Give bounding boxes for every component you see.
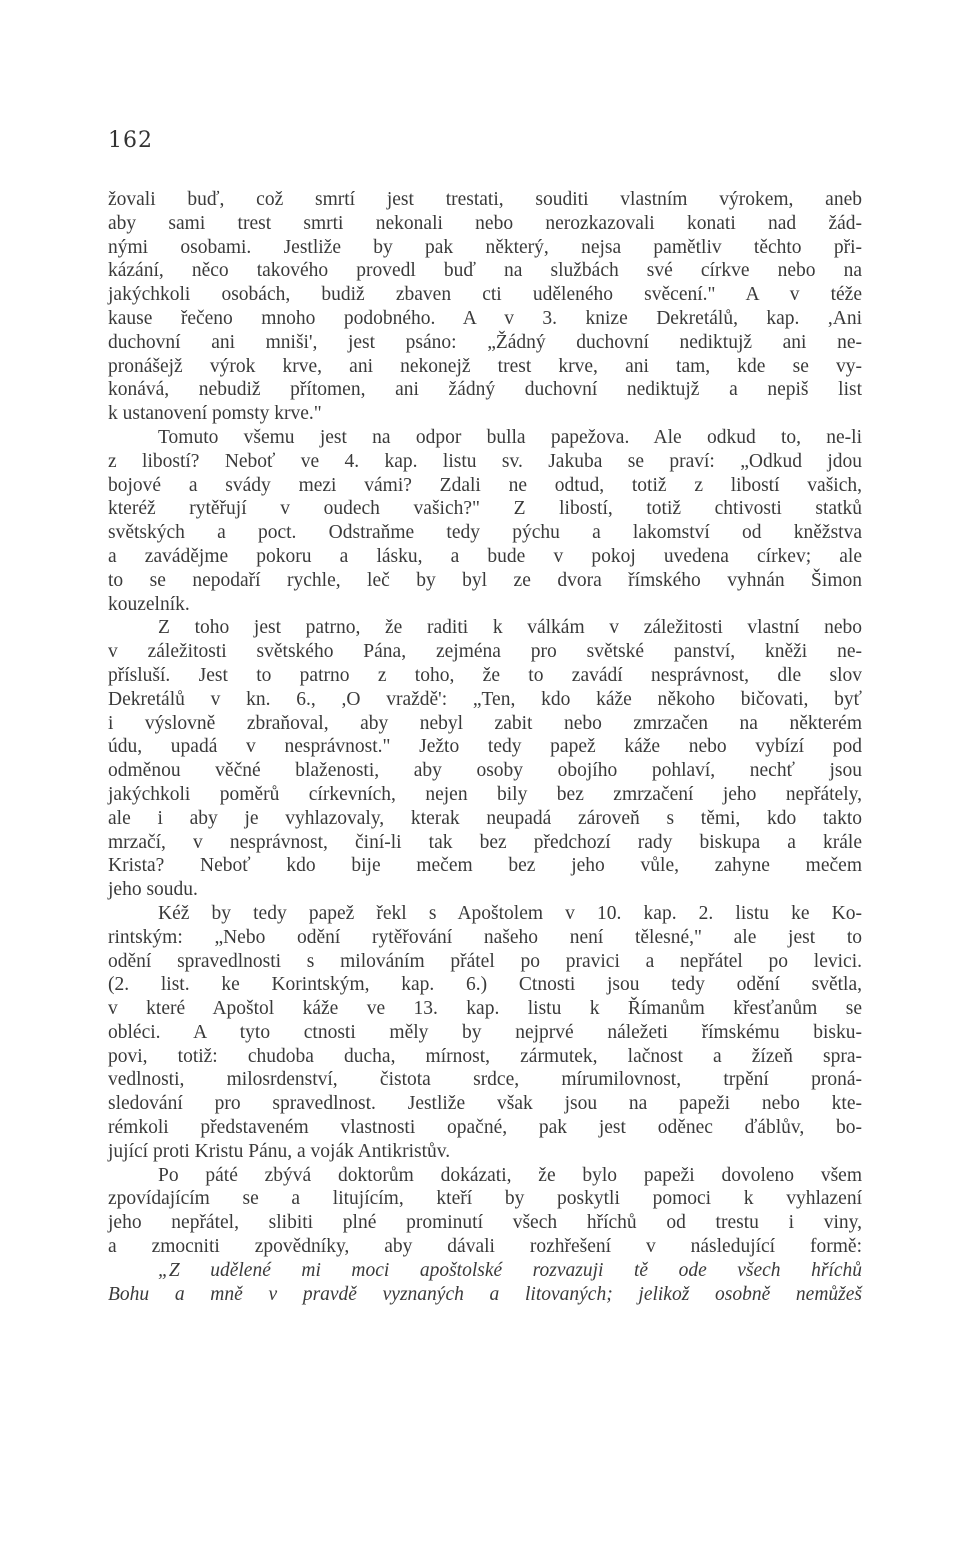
text-line: i výslovně zbraňoval, aby nebyl zabit nebo zmrzačen na některém (108, 712, 862, 734)
text-line: zpovídajícím se a litujícím, kteří by poskytli pomoci k vyhlazení (108, 1188, 862, 1210)
text-line: žovali buď, což smrtí jest trestati, souditi vlastním výrokem, aneb (108, 189, 862, 210)
text-line: údu, upadá v nesprávnost." Ježto tedy papež káže nebo vybízí pod (108, 736, 862, 758)
text-line: jující proti Kristu Pánu, a voják Antikristův. (108, 1140, 451, 1162)
text-line: aby sami trest smrti nekonali nebo nerozkazovali konati nad žád- (108, 212, 862, 234)
text-line: jeho nepřátel, slibiti plné prominutí všech hříchů od trestu i viny, (108, 1212, 862, 1234)
text-line: bojové a svády mezi vámi? Zdali ne odtud, totiž z libostí vašich, (108, 474, 862, 496)
text-line: k ustanovení pomsty krve." (108, 403, 322, 425)
text-line: přísluší. Jest to patrno z toho, že to zavádí nesprávnost, dle slov (108, 664, 862, 686)
text-line: to se nepodaří rychle, leč by byl ze dvora římského vyhnán Šimon (108, 569, 862, 591)
text-line: obléci. A tyto ctnosti měly by nejprvé náležeti římskému bisku- (108, 1021, 862, 1043)
text-line: jakýchkoli osobách, budiž zbaven cti uděleného svěcení." A v téže (108, 284, 862, 306)
text-line: vedlnosti, milosrdenství, čistota srdce, mírumilovnost, trpění proná- (108, 1069, 862, 1091)
text-line: v záležitosti světského Pána, zejména pro světské panství, kněži ne- (108, 641, 862, 663)
page-number: 162 (108, 128, 153, 153)
text-line: nými osobami. Jestliže by pak některý, nejsa pamětliv těchto při- (108, 236, 862, 258)
text-line: kouzelník. (108, 593, 190, 615)
text-line: mrzačí, v nesprávnost, činí-li tak bez předchozí rady biskupa a krále (108, 831, 862, 853)
text-line: v které Apoštol káže ve 13. kap. listu k Římanům křesťanům se (108, 998, 862, 1020)
text-line: kázání, něco takového provedl buď na službách své církve nebo na (108, 260, 862, 282)
text-line: z libostí? Neboť ve 4. kap. listu sv. Jakuba se praví: „Odkud jdou (108, 450, 862, 472)
text-line: Krista? Neboť kdo bije mečem bez jeho vůle, zahyne mečem (108, 855, 862, 877)
text-line: a zmocniti zpovědníky, aby dávali rozhřešení v následující formě: (108, 1236, 862, 1258)
text-line: světských a poct. Odstraňme tedy pýchu a lakomství od kněžstva (108, 522, 862, 544)
text-line: konává, nebudiž přítomen, ani žádný duchovní nediktujž a nepiš list (108, 379, 862, 401)
text-line: Po páté zbývá doktorům dokázati, že bylo papeži dovoleno všem (158, 1164, 862, 1186)
text-line: pronášejž výrok krve, ani nekonejž trest krve, ani tam, kde se vy- (108, 355, 862, 377)
text-line: jakýchkoli poměrů církevních, nejen bily bez zmrzačení jeho nepřátely, (108, 783, 862, 805)
text-line: kause řečeno mnoho podobného. A v 3. knize Dekretálů, kap. ,Ani (108, 307, 862, 329)
text-line: rémkoli představeném vlastnosti opačné, pak jest oděnec ďáblův, bo- (108, 1117, 862, 1139)
text-line: „Z udělené mi moci apoštolské rozvazuji tě ode všech hříchů (158, 1259, 862, 1281)
text-line: Tomuto všemu jest na odpor bulla papežova. Ale odkud to, ne-li (158, 426, 862, 448)
text-line: a zavádějme pokoru a lásku, a bude v pokoj uvedena církev; ale (108, 545, 862, 567)
text-line: kteréž rytěřují v oudech vašich?" Z libostí, totiž chtivosti statků (108, 498, 862, 520)
text-line: jeho soudu. (108, 879, 198, 901)
text-line: odměnou věčné blaženosti, aby osoby obojího pohlaví, nechť jsou (108, 760, 862, 782)
text-line: rintským: „Nebo odění rytěřování našeho není tělesné," ale jest to (108, 926, 862, 948)
text-line: (2. list. ke Korintským, kap. 6.) Ctnosti jsou tedy odění světla, (108, 974, 862, 996)
text-line: povi, totiž: chudoba ducha, mírnost, zármutek, lačnost a žízeň spra- (108, 1045, 862, 1067)
text-line: Z toho jest patrno, že raditi k válkám v záležitosti vlastní nebo (158, 617, 862, 639)
text-line: Dekretálů v kn. 6., ,O vraždě': „Ten, kdo káže někoho bičovati, byť (108, 688, 862, 710)
text-line: odění spravedlnosti s milováním přátel po pravici a nepřátel po levici. (108, 950, 862, 972)
text-line: Bohu a mně v pravdě vyznaných a litovaných; jelikož osobně nemůžeš (108, 1283, 862, 1305)
text-line: duchovní ani mniši', jest psáno: „Žádný duchovní nediktujž ani ne- (108, 331, 862, 353)
text-line: sledování pro spravedlnost. Jestliže však jsou na papeži nebo kte- (108, 1093, 862, 1115)
text-line: ale i aby je vyhlazovaly, kterak neupadá zároveň s těmi, kdo takto (108, 807, 862, 829)
body-text (108, 188, 862, 1306)
text-line: Kéž by tedy papež řekl s Apoštolem v 10. kap. 2. listu ke Ko- (158, 902, 862, 924)
